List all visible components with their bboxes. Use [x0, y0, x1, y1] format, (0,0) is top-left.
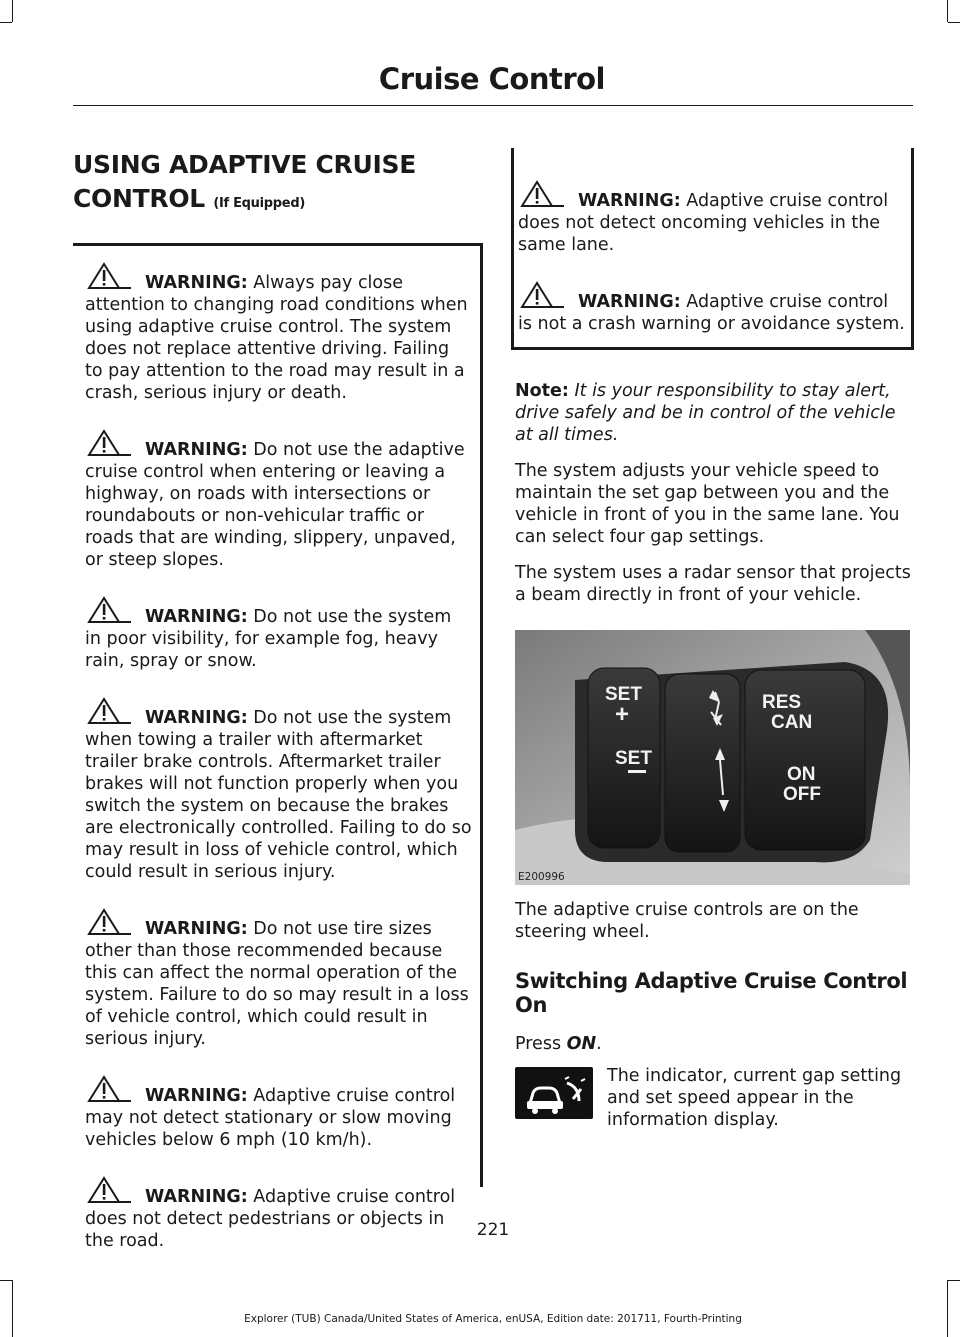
plus-symbol: + — [615, 701, 630, 728]
off-label: OFF — [783, 784, 821, 805]
minus-symbol — [628, 770, 646, 773]
warning-label: WARNING: — [578, 191, 681, 211]
warning-label: WARNING: — [145, 607, 248, 627]
cruise-controls-figure — [515, 630, 910, 885]
warning-triangle-icon — [87, 262, 131, 290]
footer: Explorer (TUB) Canada/United States of America, enUSA, Edition date: 201711, Fourth-Printing — [244, 1313, 742, 1325]
right-column — [511, 148, 914, 1135]
steering-wheel-controls-illustration — [515, 630, 910, 885]
set-minus-label: SET — [615, 748, 652, 769]
section-heading — [73, 148, 483, 221]
indicator-description: The indicator, current gap setting and set speed appear in the information display. — [607, 1066, 902, 1130]
warning-text: Do not use tire sizes other than those recommended because this can affect the normal operation of the system. Failure to do so may result in a loss of vehicle control, which could result in serious injury. — [85, 919, 469, 1049]
crop-mark — [947, 0, 948, 22]
note-label: Note: — [515, 381, 569, 401]
warning-triangle-icon — [520, 180, 564, 208]
warning-text: Adaptive cruise control is not a crash warning or avoidance system. — [518, 292, 905, 334]
warning-label: WARNING: — [578, 292, 681, 312]
crop-mark — [12, 0, 13, 22]
sub-heading: Switching Adaptive Cruise Control On — [515, 969, 908, 1017]
page-title: Cruise Control — [378, 62, 605, 96]
can-label: CAN — [771, 712, 813, 733]
warning-text: Do not use the adaptive cruise control when entering or leaving a highway, on roads with intersections or roundabouts or non-vehicular traffic or roads that are winding, slippery, unpaved, or steep slopes. — [85, 440, 465, 570]
adaptive-cruise-indicator-icon — [515, 1067, 593, 1119]
indicator-row — [511, 1065, 914, 1135]
warning-item — [85, 697, 472, 883]
section-heading-suffix: (If Equipped) — [213, 196, 305, 211]
crop-mark — [0, 1280, 12, 1281]
warning-item — [85, 1075, 472, 1151]
warning-item — [85, 596, 472, 672]
press-instruction — [515, 1033, 914, 1055]
warning-item — [85, 262, 472, 404]
crop-mark — [12, 1280, 13, 1337]
warning-triangle-icon — [87, 697, 131, 725]
warning-item — [85, 1176, 472, 1252]
body-paragraph: The system uses a radar sensor that projects a beam directly in front of your vehicle. — [515, 563, 911, 605]
warning-triangle-icon — [87, 596, 131, 624]
crop-mark — [948, 22, 960, 23]
on-label: ON — [787, 764, 816, 785]
warning-item — [518, 180, 907, 256]
set-plus-label: SET — [605, 684, 642, 705]
figure-code: E200996 — [518, 871, 565, 883]
warning-label: WARNING: — [145, 1187, 248, 1207]
warning-item — [85, 908, 472, 1050]
crop-mark — [0, 22, 12, 23]
title-rule — [73, 105, 913, 106]
warning-label: WARNING: — [145, 708, 248, 728]
warning-text: Adaptive cruise control does not detect oncoming vehicles in the same lane. — [518, 191, 889, 255]
warning-triangle-icon — [87, 1075, 131, 1103]
warning-label: WARNING: — [145, 1086, 248, 1106]
warning-label: WARNING: — [145, 273, 248, 293]
res-label: RES — [762, 692, 802, 713]
warning-box-left — [73, 243, 483, 1251]
warning-label: WARNING: — [145, 440, 248, 460]
press-prefix: Press — [515, 1034, 562, 1054]
page-number: 221 — [476, 1220, 510, 1240]
body-paragraph: The system adjusts your vehicle speed to maintain the set gap between you and the vehicle in front of you in the same lane. You can select four gap settings. — [515, 461, 900, 547]
warning-text: Do not use the system when towing a trailer with aftermarket trailer brake controls. Aftermarket trailer brakes will not function properly when you switch the system on because the brakes are electronically controlled. Failing to do so may result in loss of vehicle control, which could result in serious injury. — [85, 708, 472, 882]
warning-triangle-icon — [87, 1176, 131, 1204]
note-text: It is your responsibility to stay alert, drive safely and be in control of the vehicle at all times. — [515, 381, 896, 445]
press-key: ON — [566, 1034, 597, 1054]
warning-triangle-icon — [87, 429, 131, 457]
warning-item — [518, 281, 907, 335]
warning-triangle-icon — [87, 908, 131, 936]
section-heading-text: USING ADAPTIVE CRUISE CONTROL — [73, 150, 416, 213]
left-column — [73, 148, 483, 1251]
warning-triangle-icon — [520, 281, 564, 309]
body-paragraph: The adaptive cruise controls are on the steering wheel. — [515, 900, 859, 942]
crop-mark — [948, 1280, 960, 1281]
warning-text: Adaptive cruise control may not detect stationary or slow moving vehicles below 6 mph (10 km/h). — [85, 1086, 456, 1150]
press-suffix: . — [596, 1034, 602, 1054]
note — [515, 380, 914, 446]
warning-label: WARNING: — [145, 919, 248, 939]
crop-mark — [947, 1280, 948, 1337]
warning-text: Adaptive cruise control does not detect pedestrians or objects in the road. — [85, 1187, 456, 1251]
warning-text: Do not use the system in poor visibility, for example fog, heavy rain, spray or snow. — [85, 607, 452, 671]
warning-item — [85, 429, 472, 571]
car-gauge-icon — [515, 1067, 593, 1119]
warning-text: Always pay close attention to changing road conditions when using adaptive cruise control. The system does not replace attentive driving. Failing to pay attention to the road may result in a crash, serious injury or death. — [85, 273, 468, 403]
warning-box-right — [511, 148, 914, 350]
